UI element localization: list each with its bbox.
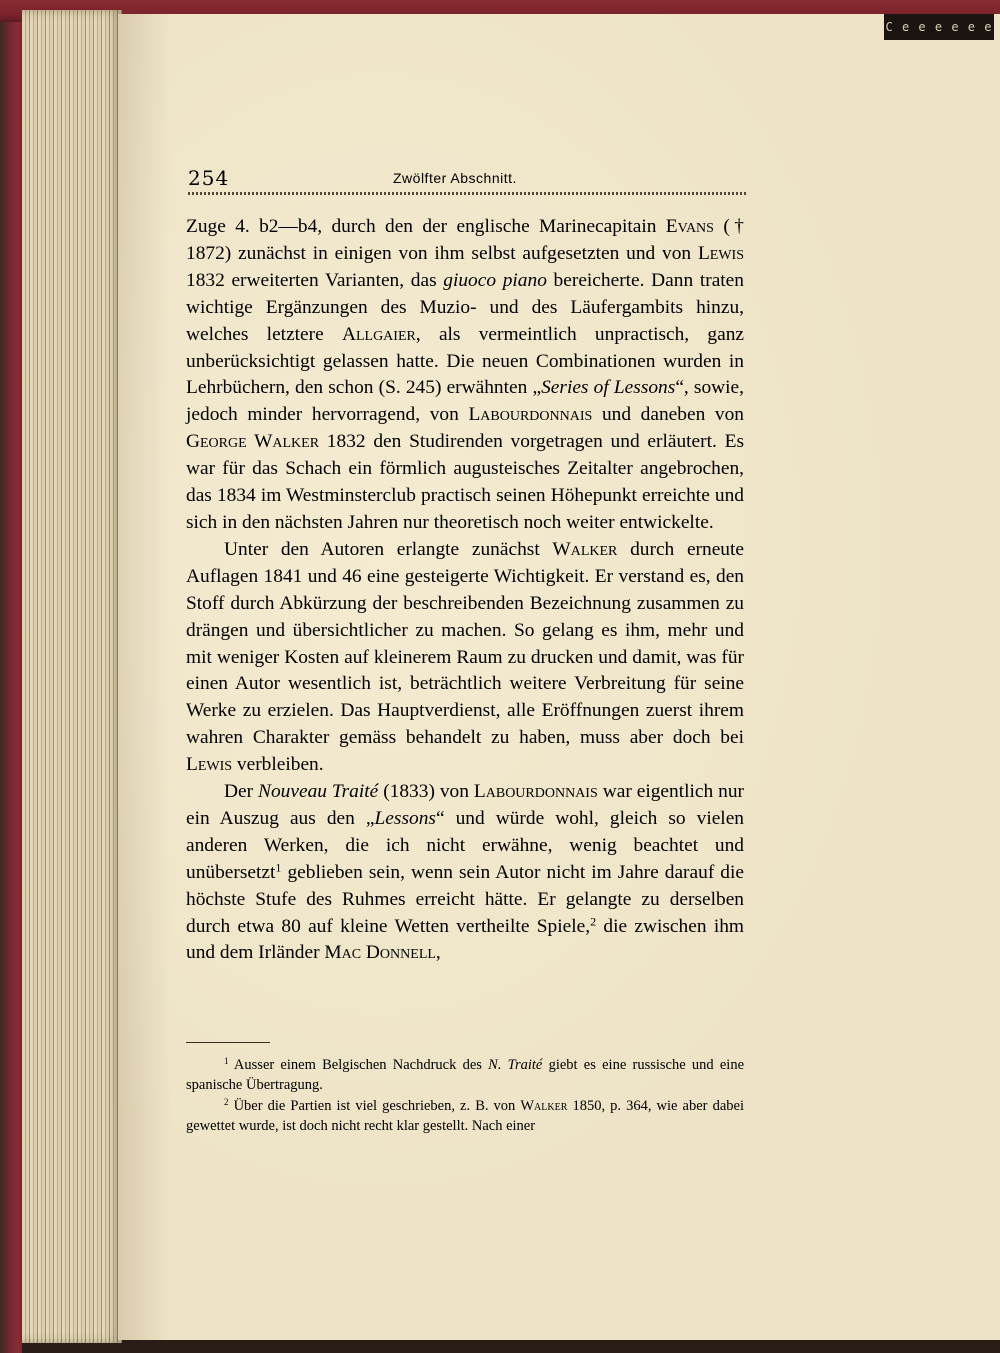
name-labourdonnais: Labourdonnais	[468, 404, 593, 426]
footnote-ref-1: 1	[275, 860, 282, 875]
page-stack-edges	[22, 10, 122, 1343]
title-series-of-lessons: Series of Lessons	[541, 377, 676, 399]
text-run: 1850, p. 364, wie aber dabei gewettet wurde, ist doch nicht recht klar gestellt. Nach einer	[186, 1097, 744, 1134]
book-cover-left-edge	[0, 0, 22, 1353]
text-run: verbleiben.	[232, 754, 324, 776]
page-number: 254	[188, 166, 230, 190]
text-run: giebt es eine russische und eine spanische Übertragung.	[186, 1057, 745, 1094]
text-run: und daneben von	[592, 404, 744, 426]
text-run: 1832 den Studirenden vorgetragen und erläutert. Es war für das Schach ein förmlich augusteisches Zeitalter angebrochen, das 1834 im Westminsterclub practisch seinen Höhepunkt erreichte und sich in den nächsten Jahren nur theoretisch noch weiter entwickelte.	[186, 431, 744, 533]
name-labourdonnais: Labourdonnais	[473, 781, 598, 803]
text-run: geblieben sein, wenn sein Autor nicht im Jahre darauf die höchste Stufe des Ruhmes erreicht hätte. Er gelangte zu derselben durch etwa 80 auf kleine Wetten vertheilte Spiele,	[186, 861, 744, 937]
text-run: durch erneute Auflagen 1841 und 46 eine gesteigerte Wichtigkeit. Er verstand es, den Stoff durch Abkürzung der beschreibenden Bezeichnung zusammen zu drängen und übersichtlicher zu machen. So gelang es ihm, mehr und mit weniger Kosten auf kleinerem Raum zu drucken und damit, was für einen Autor wesentlich ist, beträchtlich weitere Verbreitung für seine Werke zu erzielen. Das Hauptverdienst, alle Eröffnungen zuerst ihrem wahren Charakter gemäss behandelt zu haben, muss aber doch bei	[186, 538, 745, 749]
text-run: Der	[224, 781, 259, 803]
name-walker: Walker	[552, 538, 618, 560]
name-evans: Evans	[665, 216, 714, 237]
title-n-traite: N. Traité	[488, 1057, 543, 1073]
text-run: war eigentlich nur ein Auszug aus den „	[186, 781, 744, 829]
text-run: , als vermeintlich unpractisch, ganz unberücksichtigt gelassen hatte. Die neuen Combinationen wurden in Lehrbüchern, den schon (S. 245) erwähnten „	[186, 323, 744, 399]
text-run: ,	[435, 942, 441, 964]
name-walker: Walker	[520, 1097, 568, 1114]
page-header	[188, 160, 748, 196]
header-rule	[188, 192, 748, 195]
paragraph-3	[186, 779, 744, 967]
paragraph-2	[186, 537, 744, 779]
title-lessons: Lessons	[374, 807, 436, 829]
name-allgaier: Allgaier	[341, 323, 416, 345]
text-run: “ und würde wohl, gleich so vielen anderen Werken, die ich nicht erwähne, wenig beachtet und unübersetzt	[186, 807, 745, 883]
paragraph-1	[186, 214, 744, 537]
name-george-walker: George Walker	[186, 431, 320, 453]
name-lewis: Lewis	[697, 242, 744, 264]
text-run: (1833) von	[378, 781, 474, 803]
text-run: 1832 erweiterten Varianten, das	[186, 269, 444, 291]
text-run: bereicherte. Dann traten wichtige Ergänzungen des Muzio- und des Läufergambits hinzu, welches letztere	[186, 269, 744, 345]
name-lewis: Lewis	[186, 754, 233, 776]
term-giuoco-piano: giuoco piano	[443, 269, 547, 291]
text-run: († 1872) zunächst in einigen von ihm selbst aufgesetzten und von	[186, 216, 744, 264]
text-run: Über die Partien ist viel geschrieben, z. B. von	[228, 1097, 521, 1114]
running-title: Zwölfter Abschnitt.	[393, 170, 517, 186]
footnote-1	[186, 1055, 744, 1096]
footnote-ref-2: 2	[590, 913, 597, 928]
footnote-rule	[186, 1042, 270, 1043]
footnote-number: 2	[224, 1096, 229, 1107]
text-run: die zwischen ihm und dem Irländer	[186, 915, 745, 964]
main-text	[186, 214, 744, 967]
text-run: Unter den Autoren erlangte zunächst	[224, 538, 553, 560]
name-mac-donnell: Mac Donnell	[324, 942, 436, 964]
text-run: “, sowie, jedoch minder hervorragend, von	[186, 377, 745, 426]
text-run: Zuge 4. b2—b4, durch den der englische Marinecapitain	[186, 216, 666, 237]
text-run: Ausser einem Belgischen Nachdruck des	[228, 1057, 489, 1073]
corner-label: C e e e e e e	[884, 14, 994, 40]
footnote-2	[186, 1096, 744, 1137]
footnote-number: 1	[224, 1056, 229, 1067]
title-nouveau-traite: Nouveau Traité	[258, 781, 379, 803]
footnotes	[186, 1055, 744, 1136]
